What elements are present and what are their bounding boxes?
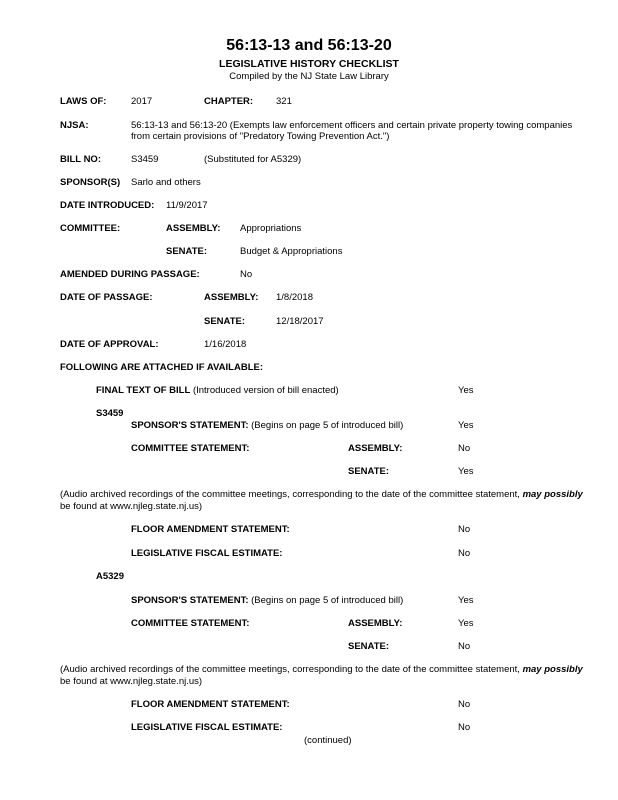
a5329-fiscal-value: No (458, 722, 471, 733)
amended-value: No (240, 269, 253, 280)
s3459-committee-label: COMMITTEE STATEMENT: (131, 443, 250, 454)
a5329-audio-line-2: be found at www.njleg.state.nj.us) (60, 676, 203, 687)
final-text-value: Yes (458, 385, 474, 396)
date-introduced-value: 11/9/2017 (166, 200, 208, 211)
s3459-sponsor-label: SPONSOR'S STATEMENT: (131, 420, 249, 431)
bill-no-value: S3459 (131, 154, 159, 165)
committee-label: COMMITTEE: (60, 223, 121, 234)
page-title: 56:13-13 and 56:13-20 (226, 37, 392, 54)
s3459-floor-value: No (458, 524, 471, 535)
a5329-audio-emphasis: may possibly (522, 664, 583, 675)
a5329-committee-senate-label: SENATE: (348, 641, 389, 652)
committee-senate-value: Budget & Appropriations (240, 246, 343, 257)
s3459-sponsor-row (131, 420, 403, 432)
final-text-note: (Introduced version of bill enacted) (192, 385, 339, 396)
s3459-committee-assembly-label: ASSEMBLY: (348, 443, 403, 454)
a5329-floor-label: FLOOR AMENDMENT STATEMENT: (131, 699, 290, 710)
sponsors-label: SPONSOR(S) (60, 177, 121, 188)
a5329-fiscal-label: LEGISLATIVE FISCAL ESTIMATE: (131, 722, 283, 733)
njsa-line-2: from certain provisions of "Predatory Towing Prevention Act.") (131, 131, 390, 142)
s3459-fiscal-value: No (458, 548, 471, 559)
final-text-label: FINAL TEXT OF BILL (96, 385, 191, 396)
page-subtitle: LEGISLATIVE HISTORY CHECKLIST (219, 58, 399, 70)
date-introduced-label: DATE INTRODUCED: (60, 200, 155, 211)
approval-value: 1/16/2018 (204, 339, 247, 350)
njsa-label: NJSA: (60, 120, 89, 131)
approval-label: DATE OF APPROVAL: (60, 339, 159, 350)
a5329-sponsor-note: (Begins on page 5 of introduced bill) (251, 595, 404, 606)
attached-heading: FOLLOWING ARE ATTACHED IF AVAILABLE: (60, 362, 263, 373)
s3459-committee-assembly-value: No (458, 443, 471, 454)
a5329-sponsor-label: SPONSOR'S STATEMENT: (131, 595, 249, 606)
s3459-fiscal-label: LEGISLATIVE FISCAL ESTIMATE: (131, 548, 283, 559)
sponsors-value: Sarlo and others (131, 177, 201, 188)
s3459-sponsor-note: (Begins on page 5 of introduced bill) (251, 420, 404, 431)
s3459-committee-senate-value: Yes (458, 466, 474, 477)
s3459-audio-emphasis: may possibly (522, 489, 583, 500)
s3459-audio-line-1: (Audio archived recordings of the committee meetings, corresponding to the date of the committee statement, may possibly (60, 489, 583, 500)
s3459-committee-senate-label: SENATE: (348, 466, 389, 477)
amended-label: AMENDED DURING PASSAGE: (60, 269, 200, 280)
a5329-committee-assembly-value: Yes (458, 618, 474, 629)
s3459-floor-label: FLOOR AMENDMENT STATEMENT: (131, 524, 290, 535)
committee-assembly-label: ASSEMBLY: (166, 223, 221, 234)
a5329-heading: A5329 (96, 571, 124, 582)
committee-assembly-value: Appropriations (240, 223, 302, 234)
laws-of-label: LAWS OF: (60, 96, 107, 107)
s3459-heading: S3459 (96, 408, 124, 419)
passage-senate-value: 12/18/2017 (276, 316, 324, 327)
a5329-sponsor-row (131, 595, 403, 607)
chapter-value: 321 (276, 96, 292, 107)
bill-substituted: (Substituted for A5329) (204, 154, 302, 165)
a5329-audio-line-1: (Audio archived recordings of the committee meetings, corresponding to the date of the committee statement, may possibly (60, 664, 583, 675)
passage-senate-label: SENATE: (204, 316, 245, 327)
a5329-committee-label: COMMITTEE STATEMENT: (131, 618, 250, 629)
passage-assembly-value: 1/8/2018 (276, 292, 313, 303)
laws-of-value: 2017 (131, 96, 153, 107)
chapter-label: CHAPTER: (204, 96, 254, 107)
a5329-committee-assembly-label: ASSEMBLY: (348, 618, 403, 629)
final-text-row (96, 385, 339, 397)
continued-note: (continued) (304, 735, 352, 746)
compiled-by: Compiled by the NJ State Law Library (229, 71, 389, 82)
njsa-line-1: 56:13-13 and 56:13-20 (Exempts law enforcement officers and certain private property towing companies (131, 120, 573, 131)
s3459-sponsor-value: Yes (458, 420, 474, 431)
bill-no-label: BILL NO: (60, 154, 101, 165)
committee-senate-label: SENATE: (166, 246, 207, 257)
s3459-audio-line-2: be found at www.njleg.state.nj.us) (60, 501, 203, 512)
a5329-floor-value: No (458, 699, 471, 710)
a5329-committee-senate-value: No (458, 641, 471, 652)
passage-label: DATE OF PASSAGE: (60, 292, 153, 303)
passage-assembly-label: ASSEMBLY: (204, 292, 259, 303)
a5329-sponsor-value: Yes (458, 595, 474, 606)
